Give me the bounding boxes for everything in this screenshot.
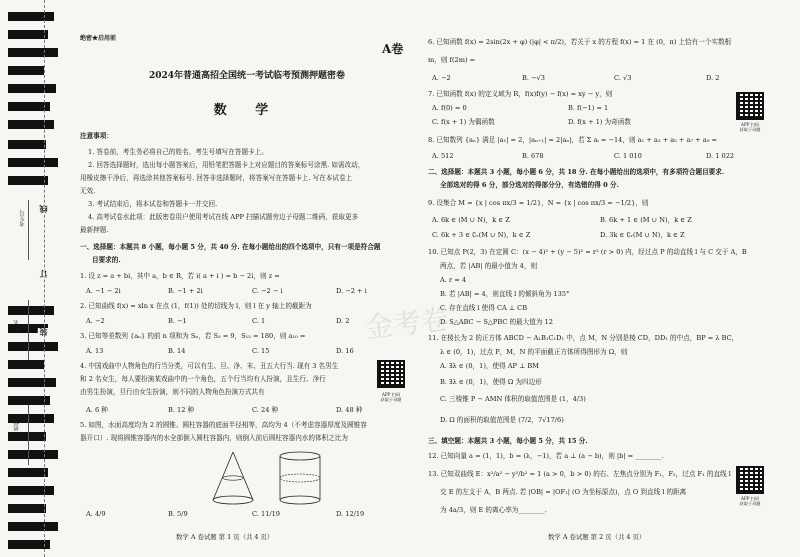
- option: C. √3: [614, 74, 632, 82]
- page-title: 2024年普通高招全国统一考试临考预测押题密卷: [148, 71, 346, 81]
- question-stem-cont: 交 E 的左支于 A，B 两点. 若 |OB| = |OF₁| (O 为坐标原点)，点 O 到直线 l 的距离: [440, 488, 687, 496]
- strip-bar: [8, 342, 58, 351]
- notes-line: 无效.: [80, 187, 96, 195]
- strip-bar: [8, 176, 48, 185]
- option: A. 13: [86, 347, 104, 355]
- strip-bar: [8, 504, 46, 513]
- strip-bar: [8, 48, 58, 57]
- strip-bar: [8, 30, 48, 39]
- option: D. 16: [336, 347, 354, 355]
- option: A. r = 4: [440, 276, 467, 284]
- cut-word-line: 线: [38, 205, 48, 213]
- strip-bar: [8, 360, 44, 369]
- option: C. 1 010: [614, 152, 642, 160]
- watermark: 金考卷: [363, 302, 451, 345]
- question-stem: 8. 已知数列 {aₙ} 满足 |a₁| = 2，|aₙ₊₁| = 2|aₙ|，若 Σ aᵢ = −14，则 a₁ + a₃ + a₅ + a₇ + a₉ =: [428, 136, 717, 144]
- option: D. −2 + i: [336, 287, 367, 295]
- notes-line: 4. 高考试卷水此项：此版密卷用户使用考试在线 APP 扫描试题旁边子母题二维码，获取更多: [88, 213, 359, 221]
- section3-heading: 三、填空题：本题共 3 小题，每小题 5 分，共 15 分.: [428, 437, 588, 445]
- option: D. 48 种: [336, 406, 363, 414]
- qr-code[interactable]: [736, 92, 764, 120]
- strip-bar: [8, 522, 58, 531]
- option: D. f(x + 1) 为奇函数: [568, 118, 631, 126]
- exam-no-label: 考生号: [20, 210, 26, 227]
- cut-line: [44, 0, 45, 557]
- option: B. 若 |AB| = 4，则直线 l 的倾斜角为 135°: [440, 290, 570, 298]
- option: C. 11/19: [252, 510, 281, 518]
- strip-bar: [8, 378, 56, 387]
- option: A. ∃λ ∈ (0，1)，使得 AP ⊥ BM: [440, 362, 539, 370]
- question-stem-cont: 由男生扮演，旦行由女生扮演，则不同的人物角色扮演方式共有: [80, 388, 265, 396]
- option: B. −√3: [522, 74, 545, 82]
- option: A. 6 种: [86, 406, 108, 414]
- option: C. 6k + 3 ∈ ∁ᵣ(M ∪ N)，k ∈ Z: [432, 231, 531, 239]
- strip-bar: [8, 66, 44, 75]
- option: D. S△ABC − S△PBC 的最大值为 12: [440, 318, 553, 326]
- option: B. 6k + 1 ∈ (M ∪ N)，k ∈ Z: [600, 216, 692, 224]
- strip-bar: [8, 120, 54, 129]
- strip-bar: [8, 306, 54, 315]
- strip-bar: [8, 450, 58, 459]
- option: A. 6k ∈ (M ∪ N)，k ∈ Z: [432, 216, 510, 224]
- section2-heading: 二、选择题：本题共 3 小题，每小题 6 分，共 18 分. 在每小题给出的选项中，有多项符合题目要求.: [428, 168, 725, 176]
- notes-line: 3. 考试结束后，将本试卷和答题卡一并交回.: [88, 200, 218, 208]
- option: D. 3k ∈ ∁ᵣ(M ∪ N)，k ∈ Z: [600, 231, 685, 239]
- cut-word-pack: 装: [38, 328, 48, 336]
- option: B. 5/9: [168, 510, 188, 518]
- strip-bar: [8, 158, 58, 167]
- strip-bar: [8, 486, 54, 495]
- notes-line: 最新押题.: [80, 226, 109, 234]
- cylinder-figure: [280, 452, 320, 504]
- option: C. 存在直线 l 使得 CA ⊥ CB: [440, 304, 528, 312]
- option: B. f(−1) = 1: [568, 104, 609, 112]
- qr-caption: APP 扫码 获取子母题: [739, 496, 761, 507]
- cone-cylinder-figure: [205, 448, 335, 508]
- name-line: [28, 300, 29, 360]
- secret-label: 绝密★启用前: [80, 35, 117, 42]
- option: B. 678: [522, 152, 544, 160]
- option: A. −1 − 2i: [86, 287, 121, 295]
- question-stem: 5. 如图，水面高度均为 2 的圆锥、圆柱容器的底面半径相等，高均为 4（不考虑容器厚度及圆锥容: [80, 421, 367, 429]
- cone-figure: [213, 452, 253, 504]
- qr-code[interactable]: [736, 466, 764, 494]
- volume-label: A卷: [382, 42, 404, 56]
- option: A. −2: [432, 74, 451, 82]
- option: C. f(x + 1) 为偶函数: [432, 118, 495, 126]
- strip-bar: [8, 84, 56, 93]
- option: C. 三棱锥 P − AMN 体积的取值范围是 (1，4/3): [440, 395, 586, 403]
- question-stem: 1. 设 z = a + bi，其中 a，b ∈ R，若 i( a + i ) = b − 2i，则 z =: [80, 272, 280, 280]
- exam-no-line: [28, 200, 29, 260]
- question-stem: 13. 已知双曲线 E：x²/a² − y²/b² = 1 (a > 0，b > 0) 的右、左焦点分别为 F₁，F₂，过点 F₁ 的直线 l: [428, 470, 731, 478]
- notes-heading: 注意事项：: [80, 132, 113, 140]
- option: D. 1 022: [706, 152, 735, 160]
- cut-word-bind: 订: [38, 270, 48, 278]
- binding-strip: [0, 0, 72, 557]
- qr-code[interactable]: [377, 360, 405, 388]
- notes-line: 1. 答卷前，考生务必将自己的姓名、考生号填写在答题卡上。: [88, 148, 268, 156]
- strip-bar: [8, 432, 46, 441]
- question-stem-cont: λ ∈ (0，1)，过点 P，M，N 的平面截正方体所得图形为 Ω，则: [440, 348, 628, 356]
- option: D. 2: [706, 74, 720, 82]
- option: B. 14: [168, 347, 186, 355]
- page-footer: 数学 A 卷试题 第 1 页（共 4 页）: [176, 533, 274, 541]
- question-stem: 10. 已知点 P(2，3) 在定圆 C：(x − 4)² + (y − 5)² = r² (r > 0) 内，经过点 P 的动直线 l 与 C 交于 A，B: [428, 248, 747, 256]
- question-stem: 2. 已知曲线 f(x) = xln x 在点 (1，f(1)) 处的切线为 l，则 l 在 y 轴上的截距为: [80, 302, 312, 310]
- qr-caption: APP 扫码 获取子母题: [739, 122, 761, 133]
- question-stem: 4. 中国戏曲中人物角色的行当分类，可以有生、旦、净、末、丑五大行当. 现有 3 名男生: [80, 362, 339, 370]
- class-label: 班级: [14, 420, 20, 431]
- option: A. f(0) = 0: [432, 104, 467, 112]
- qr-caption: APP 扫码 获取子母题: [380, 392, 402, 403]
- question-stem: 11. 在棱长为 2 的正方体 ABCD − A₁B₁C₁D₁ 中，点 M，N 分别是棱 CD，DD₁ 的中点，BP = λ BC，: [428, 334, 739, 342]
- option: A. −2: [86, 317, 105, 325]
- option: A. 4/9: [86, 510, 106, 518]
- option: B. 12 种: [168, 406, 195, 414]
- option: D. 12/19: [336, 510, 365, 518]
- question-stem-cont: 和 2 名女生，每人要扮演某戏曲中的一个角色，五个行当均有人扮演，且生行、净行: [80, 375, 326, 383]
- section2-heading-cont: 全部选对的得 6 分，部分选对的得部分分，有选错的得 0 分.: [440, 181, 619, 189]
- strip-bar: [8, 12, 54, 21]
- option: D. Ω 的面积的取值范围是 (7/2，7√17/6): [440, 416, 564, 424]
- question-stem-cont: m，则 f(2m) =: [428, 56, 476, 64]
- section1-heading-cont: 目要求的.: [92, 256, 121, 264]
- page-footer: 数学 A 卷试题 第 2 页（共 4 页）: [548, 533, 646, 541]
- question-stem: 12. 已知向量 a = (1，1)，b = (λ，−1)，若 a ⊥ (a − b)，则 |b| = ________.: [428, 452, 664, 460]
- option: B. ∃λ ∈ (0，1)，使得 Ω 为四边形: [440, 378, 542, 386]
- option: C. 15: [252, 347, 270, 355]
- option: B. −1 + 2i: [168, 287, 203, 295]
- section1-heading: 一、选择题：本题共 8 小题，每小题 5 分，共 40 分. 在每小题给出的四个选项中，只有一项是符合题: [80, 243, 381, 251]
- question-stem: 9. 设集合 M = {x | cos πx/3 = 1/2}，N = {x | cos πx/3 = −1/2}，则: [428, 199, 649, 207]
- notes-line: 用橡皮擦干净后，再选涂其他答案标号. 回答非选择题时，将答案写在答题卡上. 写在本试卷上: [80, 174, 353, 182]
- question-stem-cont: 为 4a/3，则 E 的离心率为________.: [440, 506, 547, 514]
- strip-bar: [8, 468, 48, 477]
- option: C. 24 种: [252, 406, 279, 414]
- question-stem-cont: 器开口）. 现将圆锥容器内的水全部倒入圆柱容器内，则倒入前后圆柱容器内水的体积之比为: [80, 434, 348, 442]
- class-line: [28, 405, 29, 465]
- option: C. −2 − i: [252, 287, 283, 295]
- option: C. 1: [252, 317, 266, 325]
- question-stem: 6. 已知函数 f(x) = 2sin(2x + φ) (|φ| < π/2)，若关于 x 的方程 f(x) = 1 在 (0，π) 上恰有一个实数根: [428, 38, 732, 46]
- notes-line: 2. 回答选择题时，选出每小题答案后，用铅笔把答题卡上对应题目的答案标号涂黑. 如需改动，: [88, 161, 365, 169]
- option: B. −1: [168, 317, 187, 325]
- question-stem-cont: 两点，若 |AB| 的最小值为 4，则: [440, 262, 538, 270]
- option: D. 2: [336, 317, 350, 325]
- option: A. 512: [432, 152, 454, 160]
- question-stem: 7. 已知函数 f(x) 的定义域为 R，f(x)f(y) − f(x) = xy − y，则: [428, 90, 613, 98]
- name-label: 姓名: [14, 320, 20, 331]
- subject-title: 数 学: [213, 103, 281, 118]
- strip-bar: [8, 140, 46, 149]
- question-stem: 3. 已知等差数列 {aₙ} 的前 n 项和为 Sₙ，若 S₃ = 9，S₁₅ = 180，则 a₁₀ =: [80, 332, 306, 340]
